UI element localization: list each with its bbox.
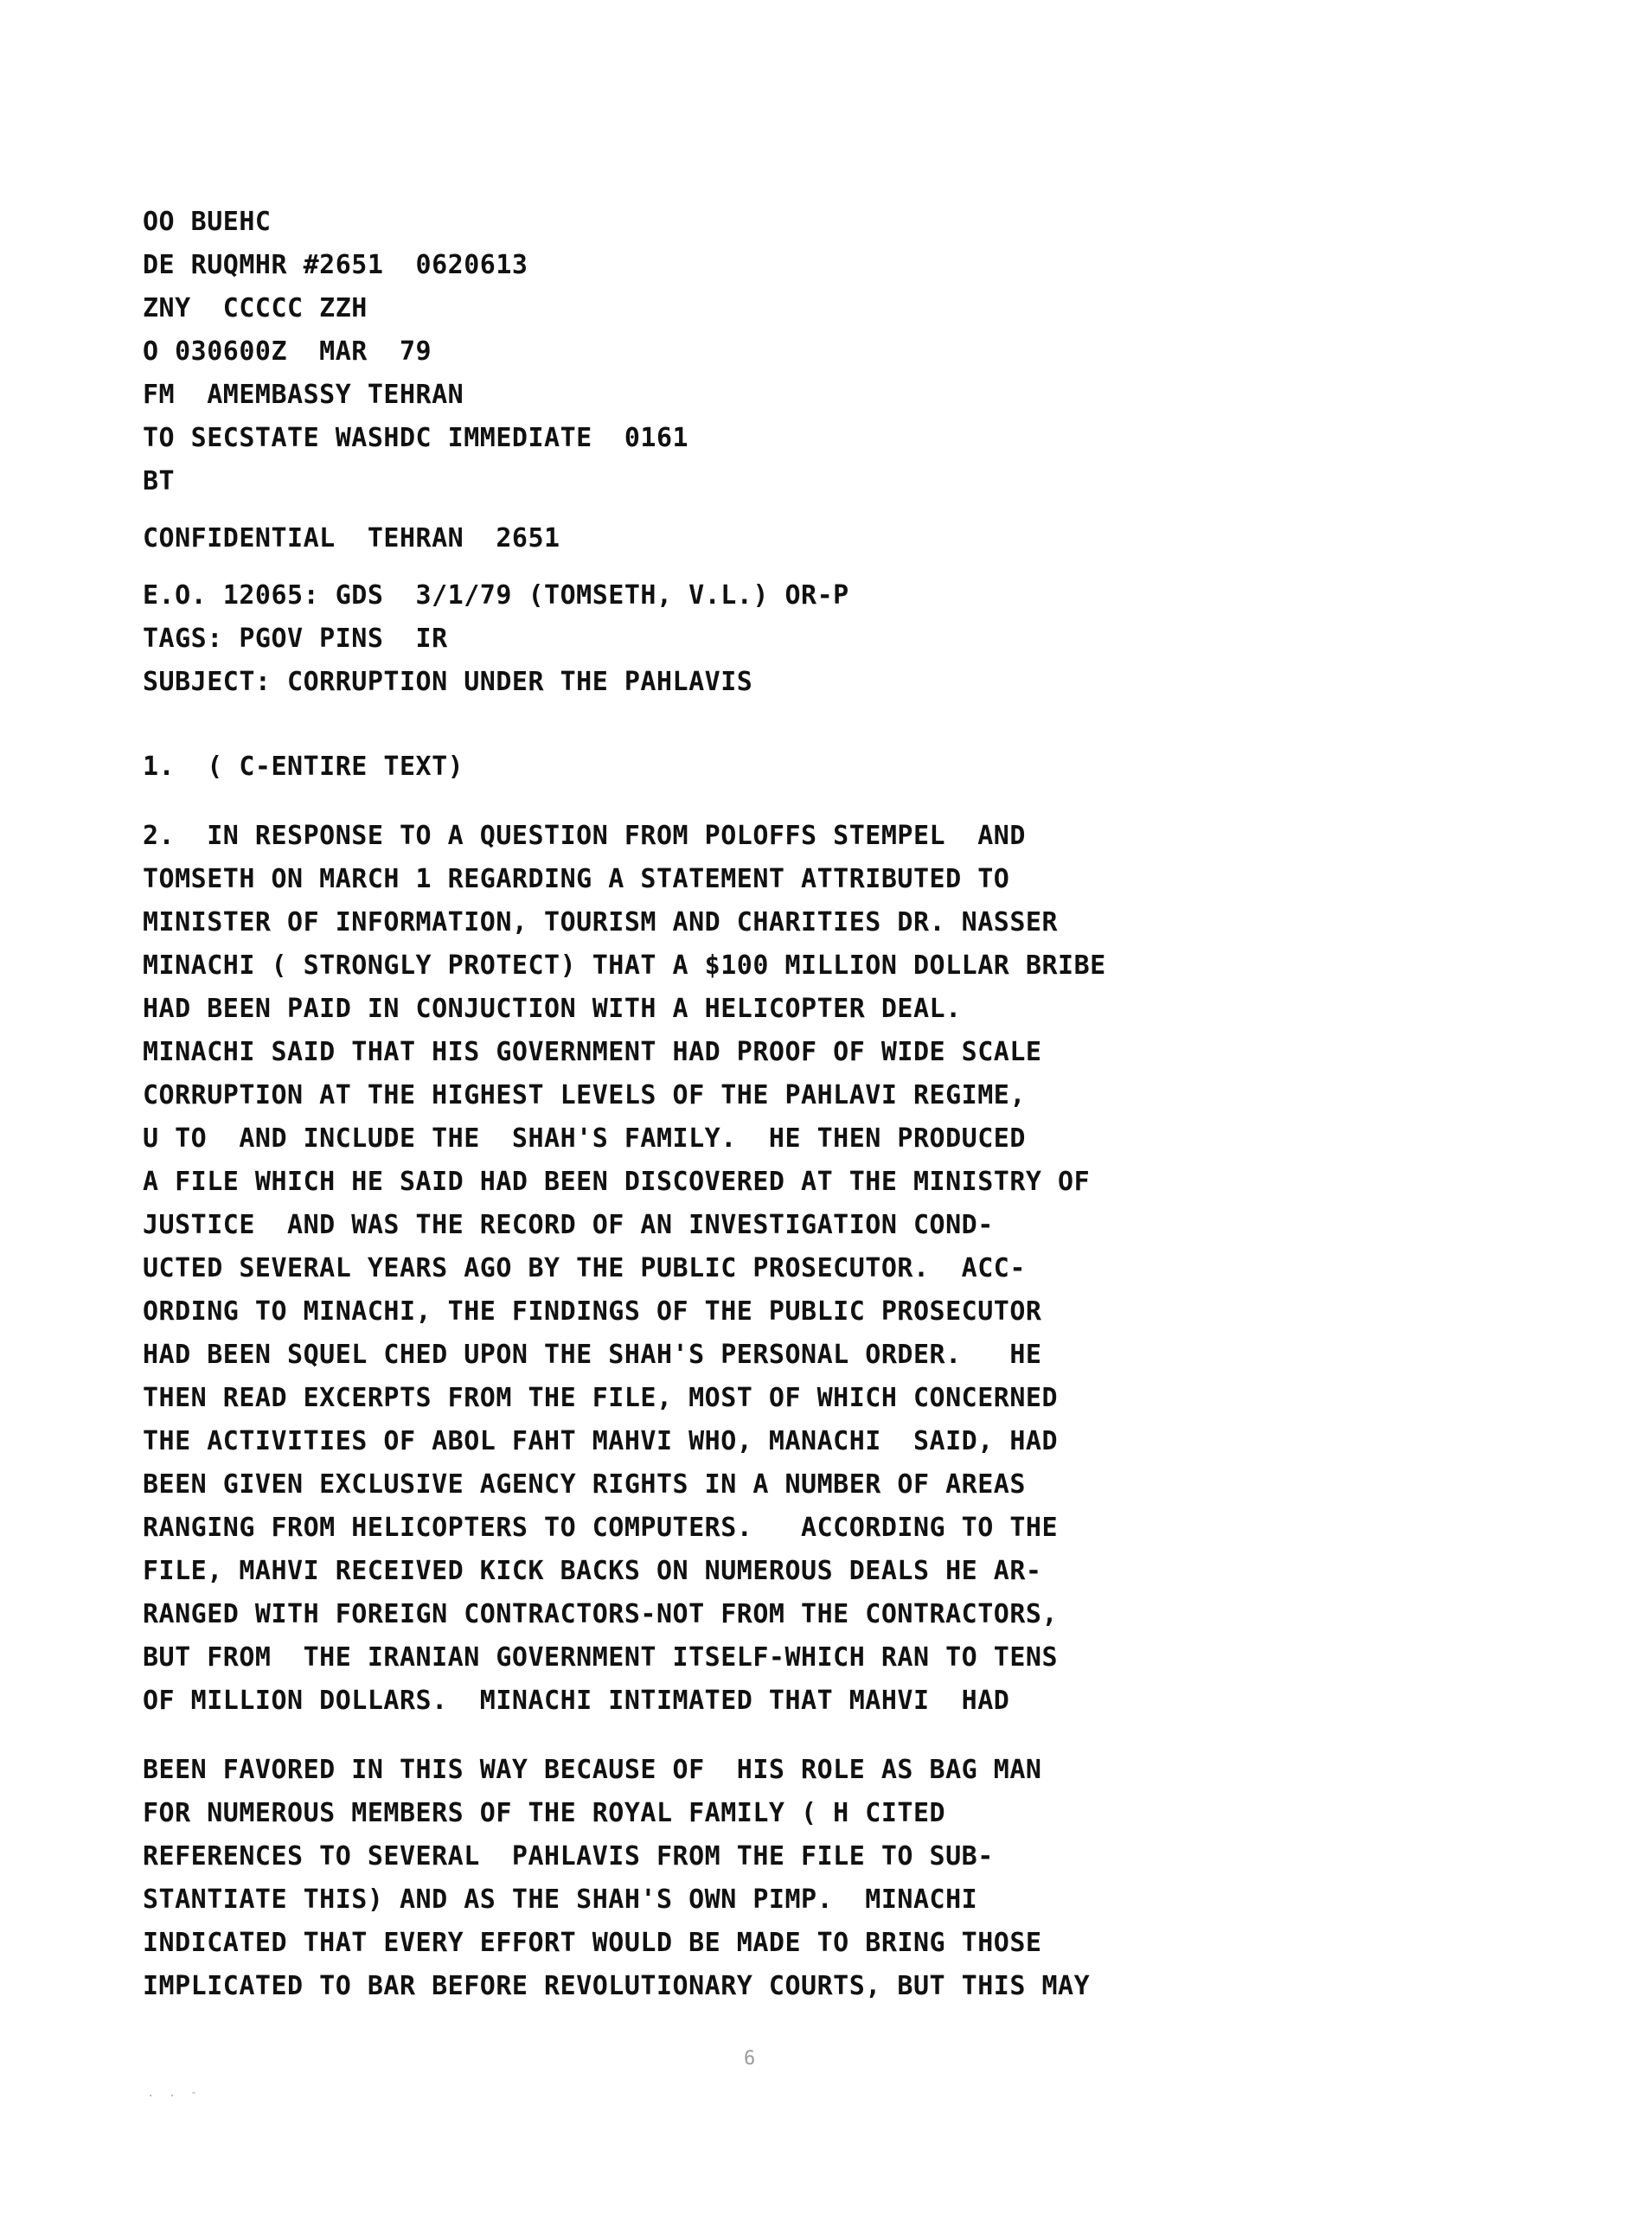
subject-line: SUBJECT: CORRUPTION UNDER THE PAHLAVIS [143, 667, 753, 697]
routing-header [143, 201, 1544, 503]
header-line: FM AMEMBASSY TEHRAN [143, 380, 464, 410]
text-line: BEEN GIVEN EXCLUSIVE AGENCY RIGHTS IN A NUMBER OF AREAS [143, 1469, 1026, 1500]
text-line: BEEN FAVORED IN THIS WAY BECAUSE OF HIS ROLE AS BAG MAN [143, 1755, 1042, 1785]
text-line: A FILE WHICH HE SAID HAD BEEN DISCOVERED AT THE MINISTRY OF [143, 1167, 1091, 1197]
text-line: U TO AND INCLUDE THE SHAH'S FAMILY. HE THEN PRODUCED [143, 1123, 1026, 1154]
cable-meta [143, 574, 1544, 704]
text-line: INDICATED THAT EVERY EFFORT WOULD BE MADE TO BRING THOSE [143, 1928, 1042, 1958]
cable-text [143, 201, 1544, 2008]
paragraph-1: 1. ( C-ENTIRE TEXT) [143, 752, 464, 782]
text-line: MINACHI ( STRONGLY PROTECT) THAT A $100 MILLION DOLLAR BRIBE [143, 950, 1106, 981]
text-line: 2. IN RESPONSE TO A QUESTION FROM POLOFFS STEMPEL AND [143, 821, 1026, 851]
text-line: THE ACTIVITIES OF ABOL FAHT MAHVI WHO, MANACHI SAID, HAD [143, 1426, 1059, 1456]
text-line: THEN READ EXCERPTS FROM THE FILE, MOST OF WHICH CONCERNED [143, 1383, 1059, 1413]
paragraph-2-part-b [143, 1749, 1544, 2008]
tags-line: TAGS: PGOV PINS IR [143, 624, 448, 654]
header-line: O 030600Z MAR 79 [143, 336, 432, 367]
text-line: MINISTER OF INFORMATION, TOURISM AND CHARITIES DR. NASSER [143, 907, 1059, 937]
text-line: REFERENCES TO SEVERAL PAHLAVIS FROM THE FILE TO SUB- [143, 1841, 994, 1872]
text-line: STANTIATE THIS) AND AS THE SHAH'S OWN PIMP. MINACHI [143, 1884, 978, 1915]
text-line: JUSTICE AND WAS THE RECORD OF AN INVESTIGATION COND- [143, 1210, 994, 1240]
paragraph-2-part-a [143, 815, 1544, 1723]
text-line: RANGING FROM HELICOPTERS TO COMPUTERS. ACCORDING TO THE [143, 1513, 1059, 1543]
text-line: BUT FROM THE IRANIAN GOVERNMENT ITSELF-WHICH RAN TO TENS [143, 1642, 1059, 1673]
header-line: ZNY CCCCC ZZH [143, 293, 368, 323]
text-line: FILE, MAHVI RECEIVED KICK BACKS ON NUMEROUS DEALS HE AR- [143, 1556, 1042, 1586]
paragraph-2 [143, 815, 1544, 2008]
header-line: TO SECSTATE WASHDC IMMEDIATE 0161 [143, 423, 689, 453]
text-line: TOMSETH ON MARCH 1 REGARDING A STATEMENT ATTRIBUTED TO [143, 864, 1010, 894]
header-line: BT [143, 466, 176, 496]
text-line: UCTED SEVERAL YEARS AGO BY THE PUBLIC PROSECUTOR. ACC- [143, 1253, 1026, 1283]
text-line: ORDING TO MINACHI, THE FINDINGS OF THE PUBLIC PROSECUTOR [143, 1296, 1042, 1327]
header-line: DE RUQMHR #2651 0620613 [143, 250, 528, 280]
text-line: CORRUPTION AT THE HIGHEST LEVELS OF THE PAHLAVI REGIME, [143, 1080, 1026, 1110]
eo-line: E.O. 12065: GDS 3/1/79 (TOMSETH, V.L.) OR-P [143, 580, 849, 611]
text-line: HAD BEEN PAID IN CONJUCTION WITH A HELICOPTER DEAL. [143, 994, 962, 1024]
text-line: OF MILLION DOLLARS. MINACHI INTIMATED THAT MAHVI HAD [143, 1686, 1010, 1716]
text-line: MINACHI SAID THAT HIS GOVERNMENT HAD PROOF OF WIDE SCALE [143, 1037, 1042, 1067]
text-line: IMPLICATED TO BAR BEFORE REVOLUTIONARY COURTS, BUT THIS MAY [143, 1971, 1091, 2001]
header-line: OO BUEHC [143, 207, 272, 237]
scan-speck: . . - [147, 2086, 202, 2100]
text-line: HAD BEEN SQUEL CHED UPON THE SHAH'S PERSONAL ORDER. HE [143, 1340, 1042, 1370]
text-line: FOR NUMEROUS MEMBERS OF THE ROYAL FAMILY ( H CITED [143, 1798, 946, 1828]
text-line: RANGED WITH FOREIGN CONTRACTORS-NOT FROM THE CONTRACTORS, [143, 1599, 1059, 1629]
classification-line: CONFIDENTIAL TEHRAN 2651 [143, 523, 560, 554]
page-number: 6 [744, 2048, 756, 2070]
